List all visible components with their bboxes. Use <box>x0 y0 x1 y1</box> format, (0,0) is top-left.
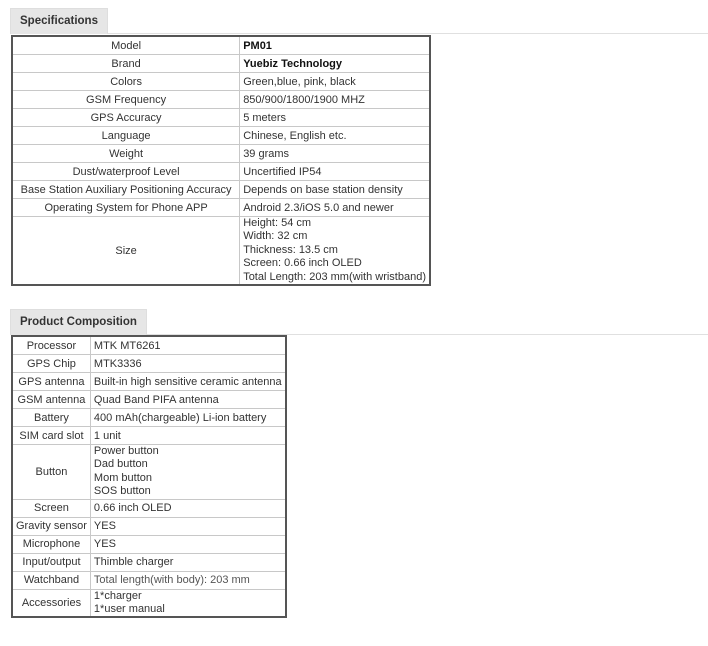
table-row <box>12 427 286 445</box>
table-row <box>12 36 430 55</box>
spec-key: Weight <box>12 145 240 163</box>
specifications-header <box>10 8 708 34</box>
composition-value: MTK3336 <box>90 355 285 373</box>
spec-key: Base Station Auxiliary Positioning Accuracy <box>12 181 240 199</box>
composition-value: MTK MT6261 <box>90 336 285 355</box>
composition-key: Accessories <box>12 589 90 617</box>
composition-key: SIM card slot <box>12 427 90 445</box>
composition-value: Total length(with body): 203 mm <box>90 571 285 589</box>
table-row <box>12 109 430 127</box>
composition-value: 400 mAh(chargeable) Li-ion battery <box>90 409 285 427</box>
spec-value: Android 2.3/iOS 5.0 and newer <box>240 199 430 217</box>
size-line: Thickness: 13.5 cm <box>243 243 338 256</box>
size-line: Total Length: 203 mm(with wristband) <box>243 270 426 283</box>
composition-value: Thimble charger <box>90 553 285 571</box>
composition-value: YES <box>90 535 285 553</box>
spec-key: Dust/waterproof Level <box>12 163 240 181</box>
table-row <box>12 355 286 373</box>
composition-key: Watchband <box>12 571 90 589</box>
product-composition-table <box>11 335 287 618</box>
composition-key: Screen <box>12 499 90 517</box>
accessory-line: 1*user manual <box>93 603 165 616</box>
product-composition-tab: Product Composition <box>10 309 147 335</box>
spec-key: GPS Accuracy <box>12 109 240 127</box>
table-row <box>12 336 286 355</box>
composition-key: GSM antenna <box>12 391 90 409</box>
size-line: Height: 54 cm <box>243 217 312 229</box>
table-row <box>12 589 286 617</box>
specifications-table <box>11 35 431 286</box>
product-composition-header <box>10 309 708 335</box>
spec-value: 39 grams <box>240 145 430 163</box>
specifications-tab: Specifications <box>10 8 108 34</box>
spec-value: 850/900/1800/1900 MHZ <box>240 91 430 109</box>
size-line: Screen: 0.66 inch OLED <box>243 257 362 270</box>
spec-key: Operating System for Phone APP <box>12 199 240 217</box>
composition-key: Processor <box>12 336 90 355</box>
table-row <box>12 91 430 109</box>
spec-key: Size <box>12 217 240 286</box>
table-row <box>12 127 430 145</box>
size-line: Width: 32 cm <box>243 230 308 243</box>
composition-key: GPS antenna <box>12 373 90 391</box>
composition-value: 0.66 inch OLED <box>90 499 285 517</box>
spec-value: 5 meters <box>240 109 430 127</box>
button-line: Mom button <box>93 471 153 484</box>
spec-value: Uncertified IP54 <box>240 163 430 181</box>
spec-value: Yuebiz Technology <box>240 55 430 73</box>
composition-value: 1 unit <box>90 427 285 445</box>
composition-key: GPS Chip <box>12 355 90 373</box>
button-line: Dad button <box>93 458 148 471</box>
spec-value: Green,blue, pink, black <box>240 73 430 91</box>
table-row <box>12 535 286 553</box>
composition-value: Quad Band PIFA antenna <box>90 391 285 409</box>
table-row <box>12 499 286 517</box>
table-row <box>12 571 286 589</box>
spec-value <box>240 217 430 286</box>
spec-key: Brand <box>12 55 240 73</box>
table-row <box>12 217 430 286</box>
composition-key: Gravity sensor <box>12 517 90 535</box>
spec-key: Language <box>12 127 240 145</box>
table-row <box>12 553 286 571</box>
spec-value: Chinese, English etc. <box>240 127 430 145</box>
composition-key: Microphone <box>12 535 90 553</box>
table-row <box>12 517 286 535</box>
composition-value: Built-in high sensitive ceramic antenna <box>90 373 285 391</box>
table-row <box>12 163 430 181</box>
composition-key: Input/output <box>12 553 90 571</box>
composition-value <box>90 589 285 617</box>
spec-value: Depends on base station density <box>240 181 430 199</box>
spec-value: PM01 <box>240 36 430 55</box>
spec-key: Colors <box>12 73 240 91</box>
table-row <box>12 199 430 217</box>
button-line: SOS button <box>93 485 151 498</box>
table-row <box>12 391 286 409</box>
table-row <box>12 373 286 391</box>
composition-value: YES <box>90 517 285 535</box>
table-row <box>12 145 430 163</box>
table-row <box>12 409 286 427</box>
table-row <box>12 181 430 199</box>
composition-key: Battery <box>12 409 90 427</box>
table-row <box>12 445 286 500</box>
spec-key: Model <box>12 36 240 55</box>
accessory-line: 1*charger <box>93 589 142 602</box>
table-row <box>12 55 430 73</box>
composition-value <box>90 445 285 500</box>
spec-key: GSM Frequency <box>12 91 240 109</box>
composition-key: Button <box>12 445 90 500</box>
button-line: Power button <box>93 445 159 457</box>
table-row <box>12 73 430 91</box>
